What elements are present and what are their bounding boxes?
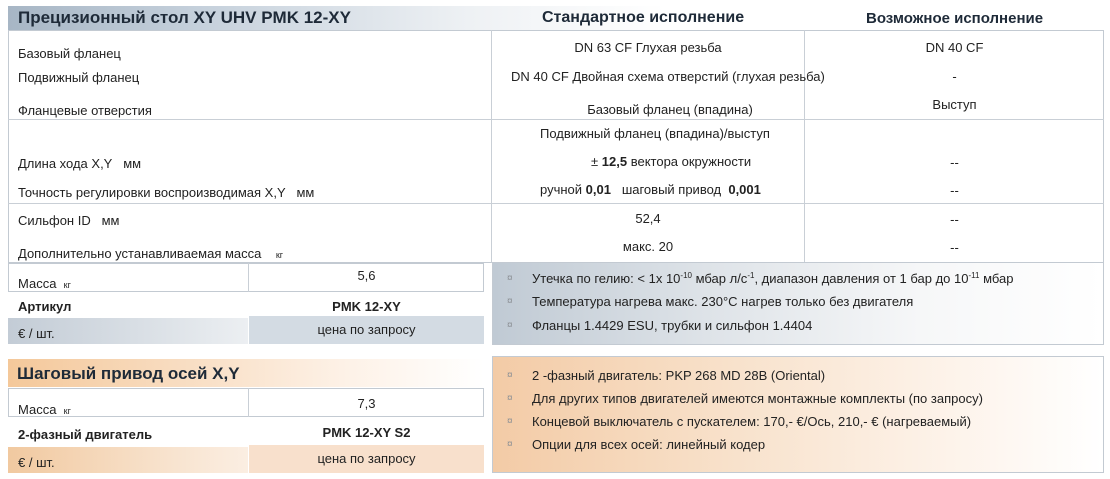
bullet-icon: ¤ bbox=[507, 296, 513, 307]
section2-article-label: 2-фазный двигатель bbox=[18, 427, 153, 442]
column-header-optional: Возможное исполнение bbox=[866, 10, 1044, 27]
flange-holes-standard: Базовый фланец (впадина) bbox=[587, 102, 753, 117]
accuracy-standard: ручной 0,01 шаговый привод 0,001 bbox=[540, 182, 761, 197]
stroke-standard: ± 12,5 вектора окружности bbox=[591, 154, 752, 169]
bellows-optional: -- bbox=[950, 212, 959, 227]
bullet-icon: ¤ bbox=[507, 393, 513, 404]
stroke-optional: -- bbox=[950, 155, 959, 170]
section2-price-label: € / шт. bbox=[18, 455, 55, 470]
moving-flange-holes-standard: Подвижный фланец (впадина)/выступ bbox=[540, 126, 770, 141]
bullet-icon: ¤ bbox=[507, 370, 513, 381]
article-label: Артикул bbox=[18, 299, 72, 314]
note-encoder: Опции для всех осей: линейный кодер bbox=[532, 437, 766, 452]
base-flange-optional: DN 40 CF bbox=[925, 40, 984, 55]
mass-label: Масса кг bbox=[18, 276, 71, 291]
bellows-standard: 52,4 bbox=[635, 211, 661, 226]
bullet-icon: ¤ bbox=[507, 416, 513, 427]
moving-flange-optional: - bbox=[952, 69, 957, 84]
bullet-icon: ¤ bbox=[507, 273, 513, 284]
section2-article-value: PMK 12-XY S2 bbox=[322, 425, 411, 440]
bullet-icon: ¤ bbox=[507, 439, 513, 450]
base-flange-label: Базовый фланец bbox=[18, 46, 121, 61]
accuracy-optional: -- bbox=[950, 183, 959, 198]
mass-value: 5,6 bbox=[357, 268, 376, 283]
flange-holes-label: Фланцевые отверстия bbox=[18, 103, 152, 118]
moving-flange-standard: DN 40 CF Двойная схема отверстий (глухая резьба) bbox=[511, 69, 825, 84]
extra-mass-optional: -- bbox=[950, 240, 959, 255]
moving-flange-label: Подвижный фланец bbox=[18, 70, 140, 85]
stroke-label: Длина хода X,Y мм bbox=[18, 156, 142, 171]
note-limit-switch: Концевой выключатель с пускателем: 170,- €/Ось, 210,- € (нагреваемый) bbox=[532, 414, 972, 429]
spec-table bbox=[8, 30, 1104, 263]
price-label: € / шт. bbox=[18, 326, 55, 341]
section2-title: Шаговый привод осей X,Y bbox=[17, 364, 240, 383]
price-value: цена по запросу bbox=[317, 322, 416, 337]
note-temperature: Температура нагрева макс. 230°C нагрев только без двигателя bbox=[532, 294, 914, 309]
section2-mass-label: Масса кг bbox=[18, 402, 71, 417]
bellows-label: Сильфон ID мм bbox=[18, 213, 120, 228]
accuracy-label: Точность регулировки воспроизводимая X,Y мм bbox=[18, 185, 315, 200]
page-title: Прецизионный стол XY UHV PMK 12-XY bbox=[18, 8, 351, 27]
column-header-standard: Стандартное исполнение bbox=[542, 9, 745, 26]
note-mounting-kits: Для других типов двигателей имеются монтажные комплекты (по запросу) bbox=[532, 391, 983, 406]
note-materials: Фланцы 1.4429 ESU, трубки и сильфон 1.4404 bbox=[532, 318, 813, 333]
flange-holes-optional: Выступ bbox=[932, 97, 977, 112]
article-value: PMK 12-XY bbox=[332, 299, 401, 314]
extra-mass-standard: макс. 20 bbox=[622, 239, 674, 254]
section2-mass-value: 7,3 bbox=[357, 396, 376, 411]
extra-mass-label: Дополнительно устанавливаемая масса кг bbox=[18, 246, 284, 261]
section2-price-value: цена по запросу bbox=[317, 451, 416, 466]
bullet-icon: ¤ bbox=[507, 320, 513, 331]
note-helium-leak: Утечка по гелию: < 1x $10^{-10}$ мбар $л/с^{-1}$, диапазон давления от 1 бар до $10^{-11}$ мбар bbox=[532, 271, 1014, 286]
note-motor: 2 -фазный двигатель: PKP 268 MD 28B (Oriental) bbox=[532, 368, 826, 383]
base-flange-standard: DN 63 CF Глухая резьба bbox=[574, 40, 722, 55]
